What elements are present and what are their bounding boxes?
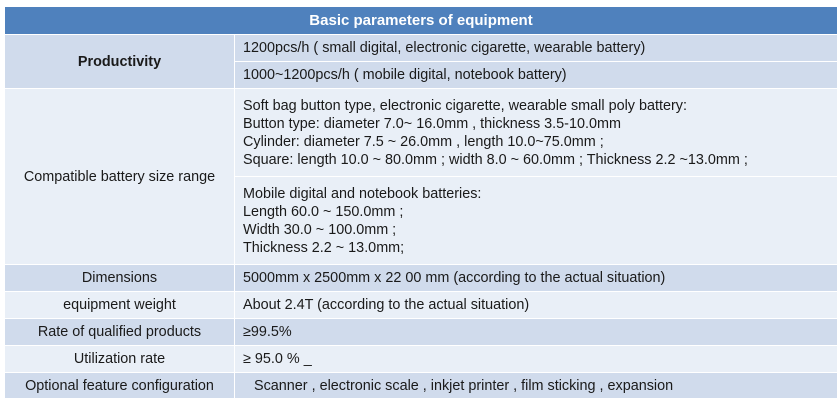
compatible-line: Square: length 10.0 ~ 80.0mm ; width 8.0 ~ 60.0mm ; Thickness 2.2 ~13.0mm ;	[243, 151, 748, 168]
qualified-rate-value: ≥99.5%	[235, 319, 838, 346]
productivity-value-2: 1000~1200pcs/h ( mobile digital, notebook battery)	[235, 62, 838, 89]
parameters-table	[4, 6, 838, 399]
parameters-table-container	[3, 5, 836, 397]
productivity-value-1: 1200pcs/h ( small digital, electronic cigarette, wearable battery)	[235, 35, 838, 62]
compatible-size-group-1	[235, 89, 838, 177]
weight-value: About 2.4T (according to the actual situation)	[235, 292, 838, 319]
compatible-line: Length 60.0 ~ 150.0mm ;	[243, 203, 404, 220]
dimensions-label: Dimensions	[5, 265, 235, 292]
compatible-line: Thickness 2.2 ~ 13.0mm;	[243, 239, 405, 256]
optional-config-value: Scanner , electronic scale , inkjet printer , film sticking , expansion	[235, 373, 838, 399]
compatible-line: Width 30.0 ~ 100.0mm ;	[243, 221, 397, 238]
utilization-rate-value: ≥ 95.0 % _	[235, 346, 838, 373]
compatible-size-group-2	[235, 177, 838, 265]
productivity-label: Productivity	[5, 35, 235, 89]
compatible-line: Soft bag button type, electronic cigarette, wearable small poly battery:	[243, 97, 687, 114]
table-title: Basic parameters of equipment	[5, 7, 838, 35]
compatible-line: Mobile digital and notebook batteries:	[243, 185, 482, 202]
optional-config-label: Optional feature configuration	[5, 373, 235, 399]
compatible-line: Cylinder: diameter 7.5 ~ 26.0mm , length 10.0~75.0mm ;	[243, 133, 604, 150]
compatible-line: Button type: diameter 7.0~ 16.0mm , thickness 3.5-10.0mm	[243, 115, 621, 132]
compatible-size-label: Compatible battery size range	[5, 89, 235, 265]
weight-label: equipment weight	[5, 292, 235, 319]
dimensions-value: 5000mm x 2500mm x 22 00 mm (according to the actual situation)	[235, 265, 838, 292]
qualified-rate-label: Rate of qualified products	[5, 319, 235, 346]
utilization-rate-label: Utilization rate	[5, 346, 235, 373]
